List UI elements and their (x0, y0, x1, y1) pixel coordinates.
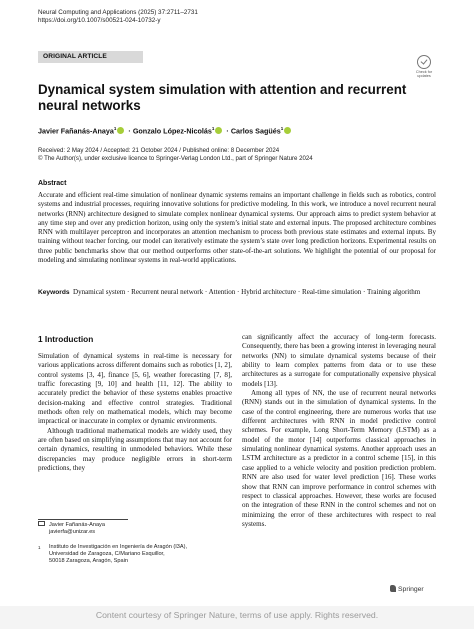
paragraph: can significantly affect the accuracy of long-term forecasts. Consequently, there has been a growing interest in leveraging neural networks (NN) to simulate dynamical systems because of their ability to learn complex patterns from data or to use these architectures as a surrogate for computationally expensive physical models [13]. (242, 333, 436, 388)
affiliation-line: Instituto de Investigación en Ingeniería de Aragón (I3A), Universidad de Zaragoza, C/Mariano Esquillor, (49, 544, 188, 558)
check-for-updates-icon (417, 55, 431, 69)
check-for-updates-label-2: updates (417, 74, 431, 79)
author-affiliation-mark: 1 (280, 126, 284, 131)
paragraph: Among all types of NN, the use of recurrent neural networks (RNN) stands out in the simulation of dynamical systems. In the case of the control engineering, there are numerous works that use different architectures with RNN in model predictive control schemes. For example, Long Short-Term Memory (LSTM) as a model of the motor [14] outperforms classical approaches in simulating nonlinear dynamical systems. Another approach uses an LSTM architecture as a predictor in a control scheme [15], in this case applied to a vehicle velocity and position prediction problem. RNN are also used for water level prediction [16]. These works show that RNN can improve performance in control schemes with respect to classical approaches. However, these works are focused on the integration of these RNN in the control schemes and not on minimizing the error of these architectures with respect to real systems. (242, 389, 436, 528)
paper-title: Dynamical system simulation with attention and recurrent neural networks (38, 82, 407, 113)
orcid-icon[interactable] (215, 127, 222, 134)
section-heading: 1 Introduction (38, 334, 94, 344)
publisher-name: Springer (398, 586, 424, 593)
orcid-icon[interactable] (117, 127, 124, 134)
check-for-updates-badge[interactable] (412, 55, 436, 79)
publication-dates (38, 147, 313, 163)
courtesy-notice: Content courtesy of Springer Nature, terms of use apply. Rights reserved. (95, 610, 379, 620)
paragraph: Although traditional mathematical models are widely used, they are often based on simplifying assumptions that may not account for certain dynamics, resulting in unmodeled behaviors. While these discrepancies may produce negligible errors in short-term predictions, they (38, 426, 232, 473)
affiliation-note (38, 544, 232, 566)
corresponding-author-name: Javier Fañanás-Anaya (49, 522, 105, 528)
keywords-label: Keywords (38, 289, 70, 296)
author-separator: · (126, 126, 133, 136)
springer-horse-icon (390, 585, 396, 592)
author-list (38, 124, 293, 136)
affiliation-line: 50018 Zaragoza, Aragón, Spain (49, 558, 128, 565)
author-affiliation-mark: 1 (211, 126, 215, 131)
author-separator: · (224, 126, 231, 136)
envelope-icon (38, 521, 45, 526)
author-name[interactable]: Carlos Sagüés (230, 126, 281, 136)
copyright-line: © The Author(s), under exclusive licence to Springer-Verlag London Ltd., part of Springer Nature 2024 (38, 155, 313, 162)
publisher-logo (390, 585, 424, 593)
body-column-right (242, 333, 436, 529)
history-dates: Received: 2 May 2024 / Accepted: 21 October 2024 / Published online: 8 December 2024 (38, 147, 280, 154)
author-affiliation-mark: 1 (113, 126, 117, 131)
body-column-left (38, 352, 232, 473)
corresponding-author-note (38, 521, 232, 536)
article-type-badge: ORIGINAL ARTICLE (38, 51, 143, 63)
check-for-updates-label-1: Check for (415, 70, 433, 74)
keywords-text: Dynamical system · Recurrent neural network · Attention · Hybrid architecture · Real-time simulation · Training algorithm (73, 288, 421, 296)
journal-citation: Neural Computing and Applications (2025) 37:2711–2731 (38, 9, 198, 16)
doi-link[interactable]: https://doi.org/10.1007/s00521-024-10732-y (38, 17, 161, 25)
journal-header (38, 9, 198, 25)
affiliation-number: 1 (38, 545, 41, 550)
abstract-text: Accurate and efficient real-time simulation of nonlinear dynamic systems remains an important challenge in fields such as robotics, control systems and industrial processes, requiring innovative solutions for predictive modeling. In this work, we introduce a novel recurrent neural networks (RNN) architecture designed to simulate complex nonlinear dynamical systems. Our approach aims to predict system behavior at any time step and over any prediction horizon, using only the system’s initial state and external inputs. The proposed architecture combines RNN with multilayer perceptron and incorporates an attention mechanism to process both previous state estimates and external inputs. By training without teacher forcing, our model can iteratively estimate the system’s state over long prediction horizons. Experimental results on three public benchmarks show that our method outperforms other state-of-the-art solutions. We highlight the potential of our proposal for modeling and simulating nonlinear systems in real-world applications. (38, 191, 436, 264)
author-name[interactable]: Gonzalo López-Nicolás (132, 126, 212, 136)
footnote-divider (38, 519, 128, 520)
keywords (38, 288, 436, 297)
corresponding-email[interactable]: javierfa@unizar.es (49, 529, 96, 536)
abstract-heading: Abstract (38, 180, 67, 187)
paragraph: Simulation of dynamical systems in real-time is necessary for various applications across different domains such as robotics [1, 2], control systems [3, 4], finance [5, 6], weather forecasting [7, 8], traffic forecasting [9, 10] and health [11, 12]. The ability to accurately predict the behavior of these systems enables proactive decision-making and effective control strategies. Traditional methods often rely on mathematical models, which may become impractical or inaccurate in complex or dynamic environments. (38, 352, 232, 426)
author-name[interactable]: Javier Fañanás-Anaya (38, 126, 114, 136)
orcid-icon[interactable] (284, 127, 291, 134)
